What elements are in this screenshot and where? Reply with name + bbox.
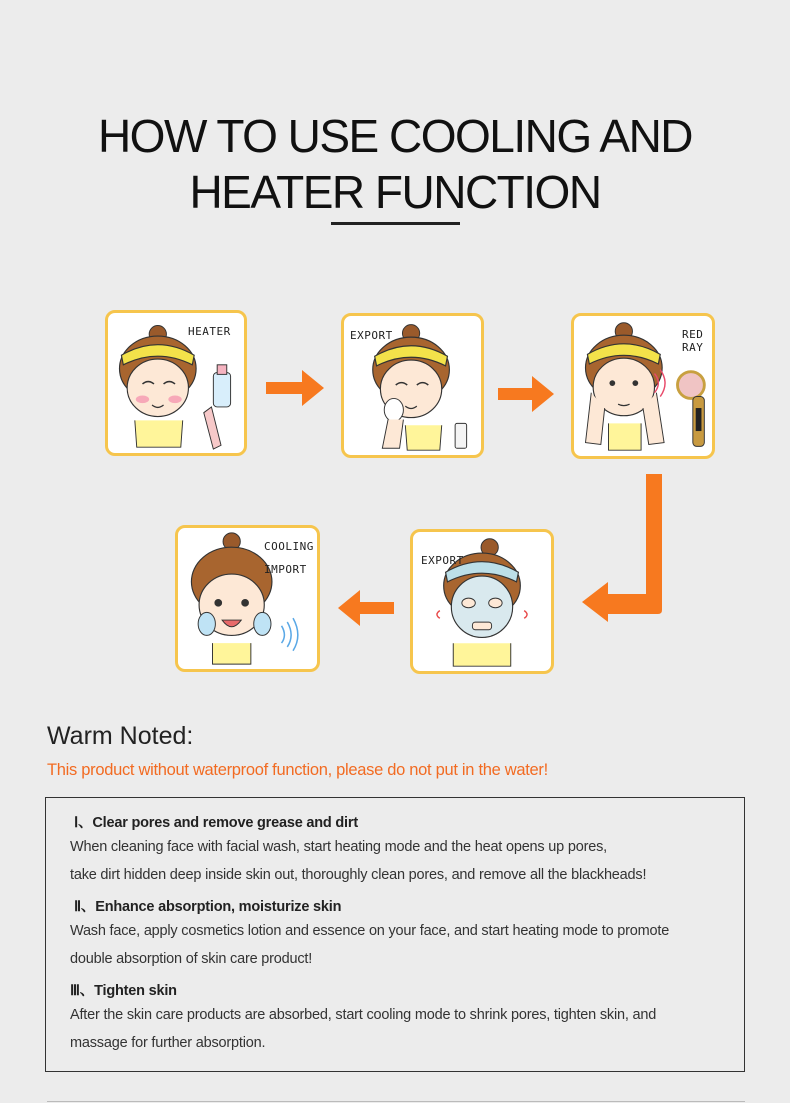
arrow-right-icon <box>266 370 324 406</box>
title-underline <box>331 222 460 225</box>
page-title <box>0 108 790 220</box>
step-label-export-1: EXPORT <box>350 329 393 342</box>
cooling-line-1: COOLING <box>264 540 314 553</box>
red-ray-line-2: RAY <box>682 341 704 354</box>
step-panel-heater <box>105 310 247 456</box>
note-3-text-2: massage for further absorption. <box>70 1035 266 1051</box>
note-2-heading: Ⅱ、Enhance absorption, moisturize skin <box>74 899 342 915</box>
step-label-cooling-import <box>264 540 314 576</box>
title-line-2: HEATER FUNCTION <box>189 166 601 218</box>
note-3-text-1: After the skin care products are absorbed, start cooling mode to shrink pores, tighten skin, and <box>70 1007 657 1023</box>
waterproof-warning: This product without waterproof function, please do not put in the water! <box>47 761 548 779</box>
step-panel-red-ray <box>571 313 715 459</box>
bottom-divider <box>47 1101 745 1102</box>
red-ray-line-1: RED <box>682 328 704 341</box>
note-2-text-1: Wash face, apply cosmetics lotion and essence on your face, and start heating mode to promote <box>70 923 670 939</box>
note-2-text-2: double absorption of skin care product! <box>70 951 313 967</box>
title-line-1: HOW TO USE COOLING AND <box>97 110 693 162</box>
step-label-red-ray <box>682 328 703 354</box>
step-label-heater: HEATER <box>188 325 231 338</box>
arrow-left-icon <box>338 590 394 626</box>
step-panel-export-2 <box>410 529 554 674</box>
arrow-down-left-icon <box>582 474 666 622</box>
note-1-text-2: take dirt hidden deep inside skin out, thoroughly clean pores, and remove all the blackheads! <box>70 867 647 883</box>
note-1-heading: Ⅰ、Clear pores and remove grease and dirt <box>74 815 358 831</box>
usage-notes-box <box>45 797 745 1072</box>
step-label-export-2: EXPORT <box>421 554 464 567</box>
warm-noted-heading: Warm Noted: <box>47 722 194 750</box>
note-3-heading: Ⅲ、Tighten skin <box>70 983 177 999</box>
cooling-line-2: IMPORT <box>264 563 307 576</box>
step-panel-cooling-import <box>175 525 320 672</box>
arrow-right-icon <box>498 376 554 412</box>
step-panel-export-1 <box>341 313 484 458</box>
girl-mask-illustration <box>413 532 551 671</box>
note-1-text-1: When cleaning face with facial wash, start heating mode and the heat opens up pores, <box>70 839 607 855</box>
